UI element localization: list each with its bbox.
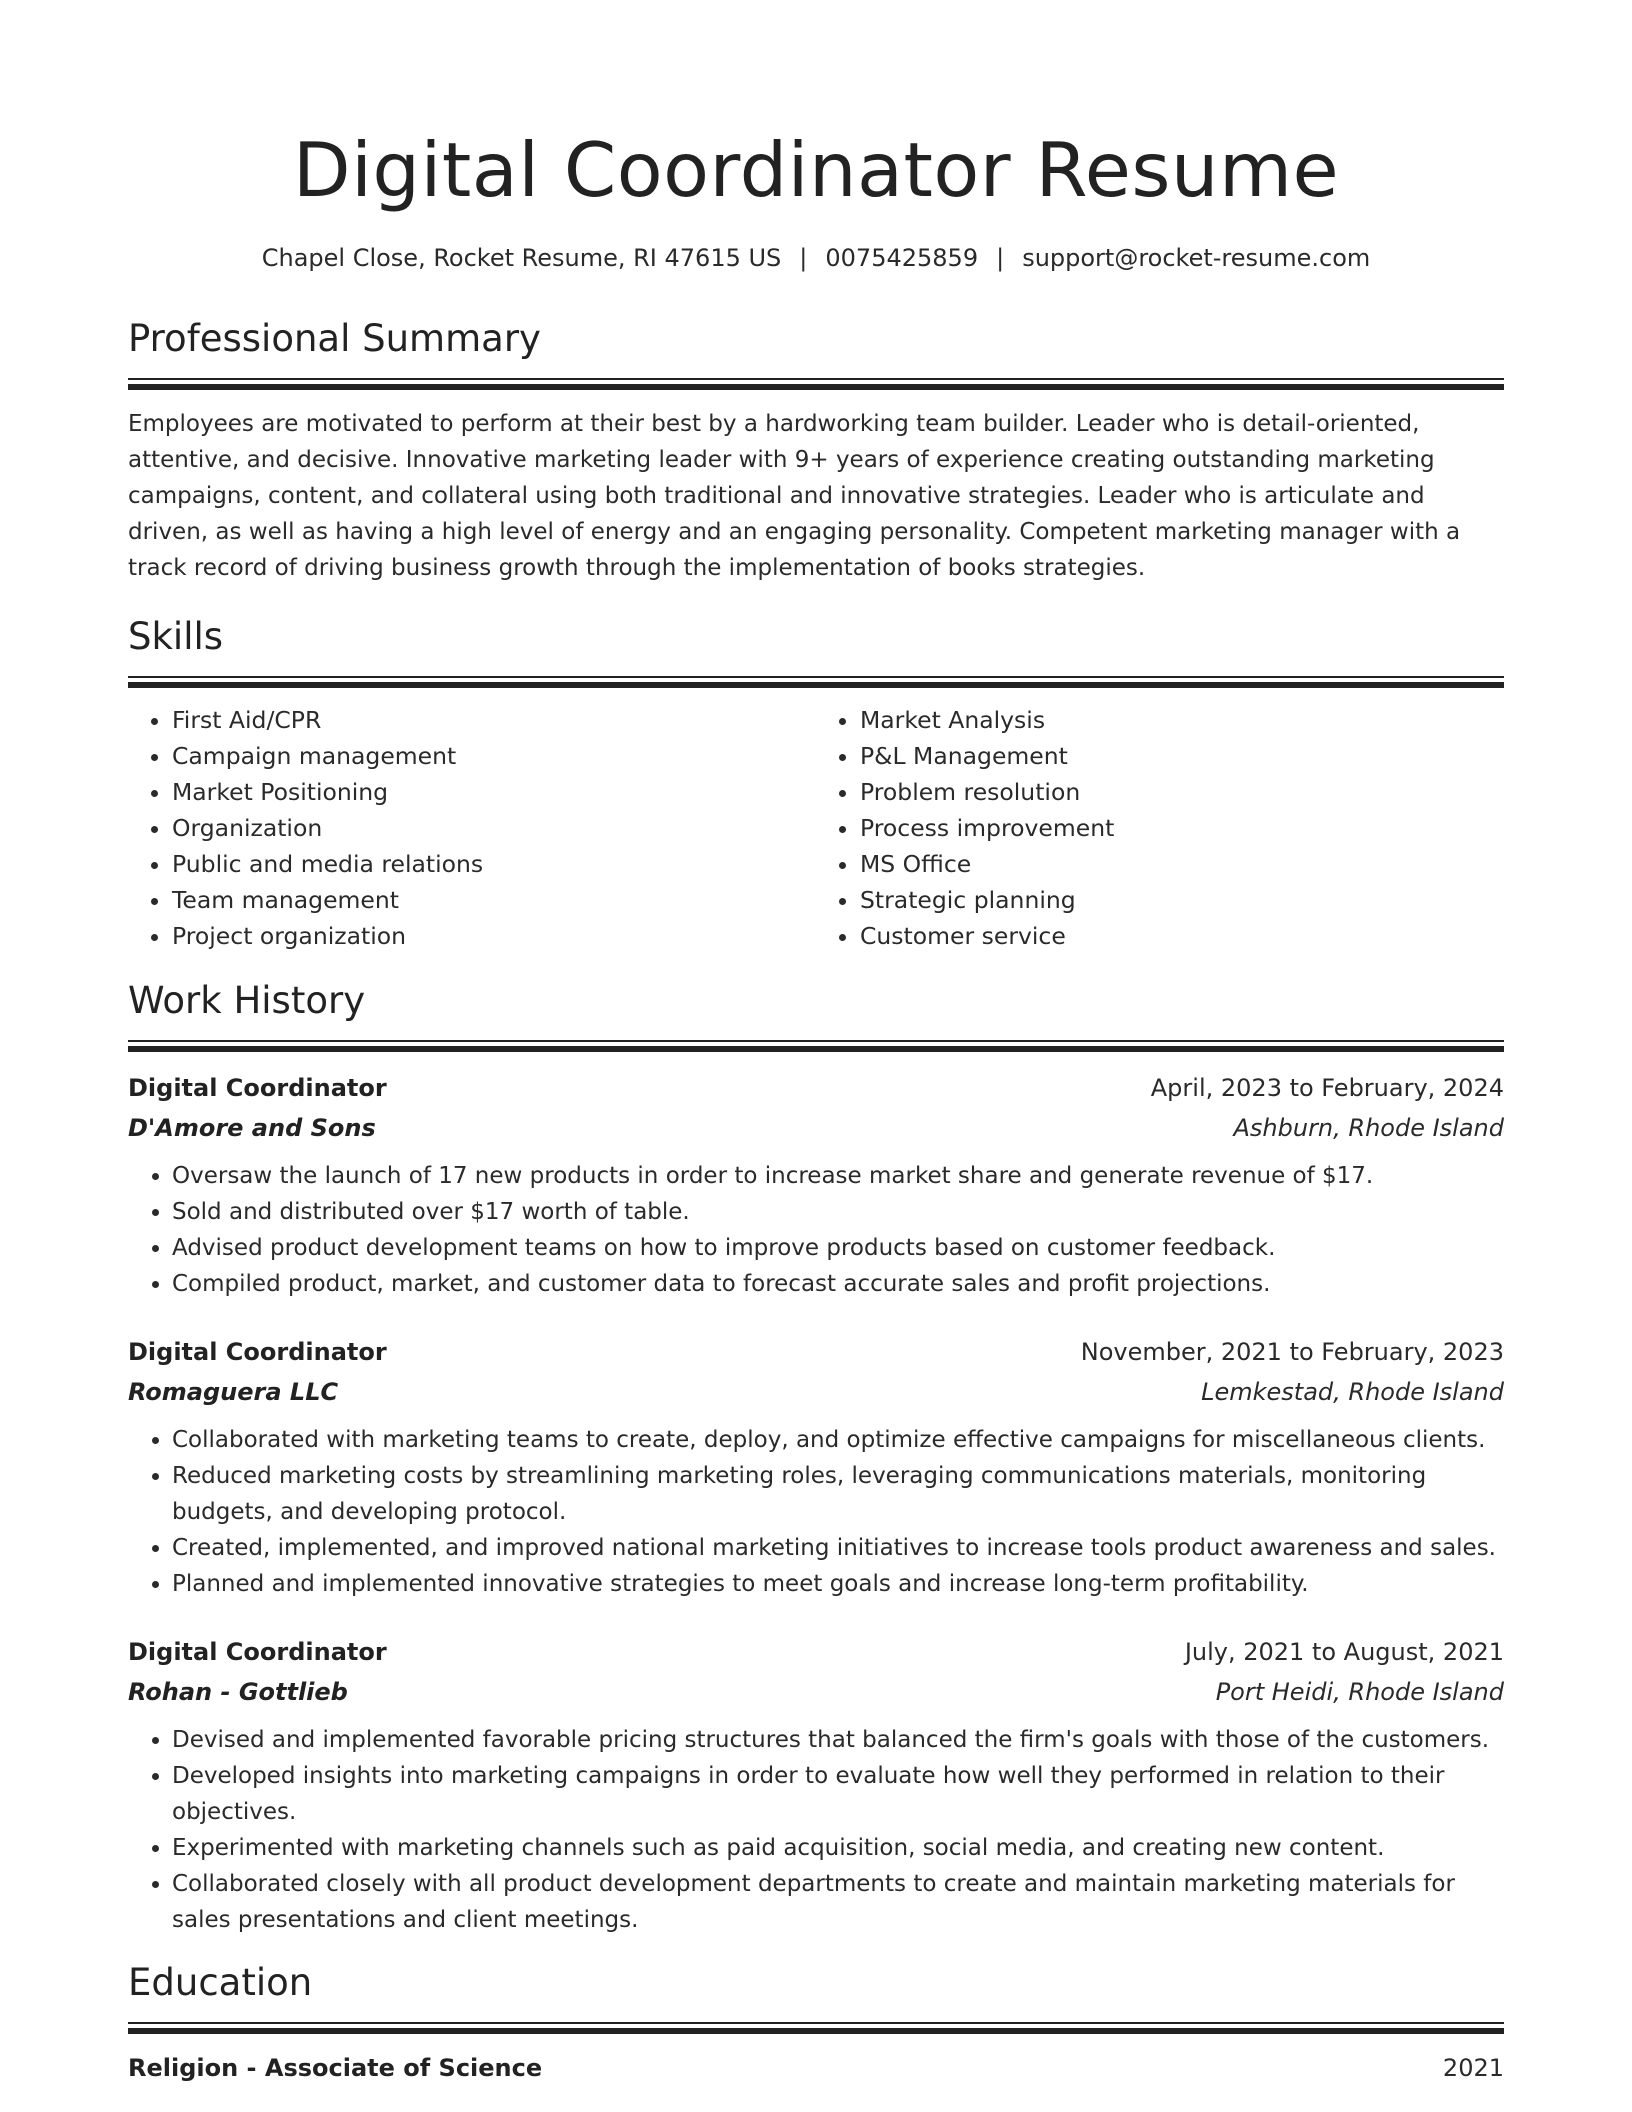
job-bullet: • Experimented with marketing channels such as paid acquisition, social media, and creating new content.	[172, 1830, 1504, 1866]
summary-section	[128, 314, 1504, 390]
skill-item: • Public and media relations	[172, 846, 816, 882]
education-year: 2021	[1442, 2054, 1504, 2082]
job-bullet: • Developed insights into marketing campaigns in order to evaluate how well they performed in relation to their objectives.	[172, 1758, 1504, 1830]
job-bullet: • Planned and implemented innovative strategies to meet goals and increase long-term profitability.	[172, 1566, 1504, 1602]
job-bullet: • Oversaw the launch of 17 new products in order to increase market share and generate revenue of $17.	[172, 1158, 1504, 1194]
section-divider	[128, 378, 1504, 390]
education-degree: Religion - Associate of Science	[128, 2054, 543, 2082]
job-bullet: • Reduced marketing costs by streamlining marketing roles, leveraging communications materials, monitoring budgets, and developing protocol.	[172, 1458, 1504, 1530]
job-dates: July, 2021 to August, 2021	[1184, 1638, 1504, 1666]
skill-item: • Team management	[172, 882, 816, 918]
resume-title: Digital Coordinator Resume	[292, 126, 1340, 214]
contact-address: Chapel Close, Rocket Resume, RI 47615 US	[261, 244, 782, 272]
section-divider	[128, 676, 1504, 688]
job-bullets	[128, 1158, 1504, 1302]
skills-columns	[128, 702, 1504, 954]
job-title: Digital Coordinator	[128, 1338, 387, 1366]
job-entry	[128, 1068, 1504, 1302]
job-entry	[128, 1332, 1504, 1602]
job-bullet: • Devised and implemented favorable pricing structures that balanced the firm's goals with those of the customers.	[172, 1722, 1504, 1758]
job-entry	[128, 1632, 1504, 1938]
education-row	[128, 2048, 1504, 2088]
section-title-work-history: Work History	[128, 979, 366, 1022]
job-header-row	[128, 1632, 1504, 1672]
job-company-row	[128, 1672, 1504, 1712]
skill-item: • Project organization	[172, 918, 816, 954]
section-title-skills: Skills	[128, 615, 224, 658]
job-bullets	[128, 1422, 1504, 1602]
skill-item: • Strategic planning	[860, 882, 1504, 918]
work-history-section	[128, 976, 1504, 1052]
job-company-row	[128, 1108, 1504, 1148]
job-bullet: • Collaborated closely with all product development departments to create and maintain marketing materials for sales presentations and client meetings.	[172, 1866, 1504, 1938]
skills-list-left	[128, 702, 816, 954]
skill-item: • MS Office	[860, 846, 1504, 882]
education-entry	[128, 2048, 1504, 2088]
skill-item: • Market Positioning	[172, 774, 816, 810]
education-section	[128, 1958, 1504, 2034]
skill-item: • P&L Management	[860, 738, 1504, 774]
job-dates: November, 2021 to February, 2023	[1080, 1338, 1504, 1366]
contact-phone: 0075425859	[825, 244, 979, 272]
job-dates: April, 2023 to February, 2024	[1150, 1074, 1504, 1102]
skill-item: • First Aid/CPR	[172, 702, 816, 738]
section-title-summary: Professional Summary	[128, 317, 541, 360]
job-bullets	[128, 1722, 1504, 1938]
section-divider	[128, 1040, 1504, 1052]
section-title-education: Education	[128, 1961, 313, 2004]
job-company-row	[128, 1372, 1504, 1412]
job-bullet: • Collaborated with marketing teams to create, deploy, and optimize effective campaigns for miscellaneous clients.	[172, 1422, 1504, 1458]
skill-item: • Problem resolution	[860, 774, 1504, 810]
skill-item: • Organization	[172, 810, 816, 846]
section-divider	[128, 2022, 1504, 2034]
job-company: D'Amore and Sons	[128, 1114, 376, 1142]
summary-text: Employees are motivated to perform at their best by a hardworking team builder. Leader who is detail-oriented, attentive, and decisive. Innovative marketing leader with 9+ years of experience creating outstanding marketing campaigns, content, and collateral using both traditional and innovative strategies. Leader who is articulate and driven, as well as having a high level of energy and an engaging personality. Competent marketing manager with a track record of driving business growth through the implementation of books strategies.	[128, 411, 1461, 581]
job-location: Ashburn, Rhode Island	[1233, 1114, 1504, 1142]
skill-item: • Process improvement	[860, 810, 1504, 846]
job-company: Romaguera LLC	[128, 1378, 339, 1406]
job-bullet: • Compiled product, market, and customer data to forecast accurate sales and profit projections.	[172, 1266, 1504, 1302]
skills-list-right	[816, 702, 1504, 954]
skills-section	[128, 612, 1504, 688]
skill-item: • Campaign management	[172, 738, 816, 774]
job-header-row	[128, 1332, 1504, 1372]
job-title: Digital Coordinator	[128, 1638, 387, 1666]
contact-line	[128, 242, 1504, 274]
contact-separator: |	[799, 244, 808, 272]
job-bullet: • Sold and distributed over $17 worth of table.	[172, 1194, 1504, 1230]
contact-separator: |	[996, 244, 1005, 272]
job-location: Lemkestad, Rhode Island	[1201, 1378, 1504, 1406]
job-bullet: • Created, implemented, and improved national marketing initiatives to increase tools product awareness and sales.	[172, 1530, 1504, 1566]
skill-item: • Customer service	[860, 918, 1504, 954]
job-title: Digital Coordinator	[128, 1074, 387, 1102]
job-company: Rohan - Gottlieb	[128, 1678, 348, 1706]
skill-item: • Market Analysis	[860, 702, 1504, 738]
contact-email[interactable]: support@rocket-resume.com	[1022, 244, 1371, 272]
job-bullet: • Advised product development teams on how to improve products based on customer feedback.	[172, 1230, 1504, 1266]
job-header-row	[128, 1068, 1504, 1108]
job-location: Port Heidi, Rhode Island	[1215, 1678, 1504, 1706]
